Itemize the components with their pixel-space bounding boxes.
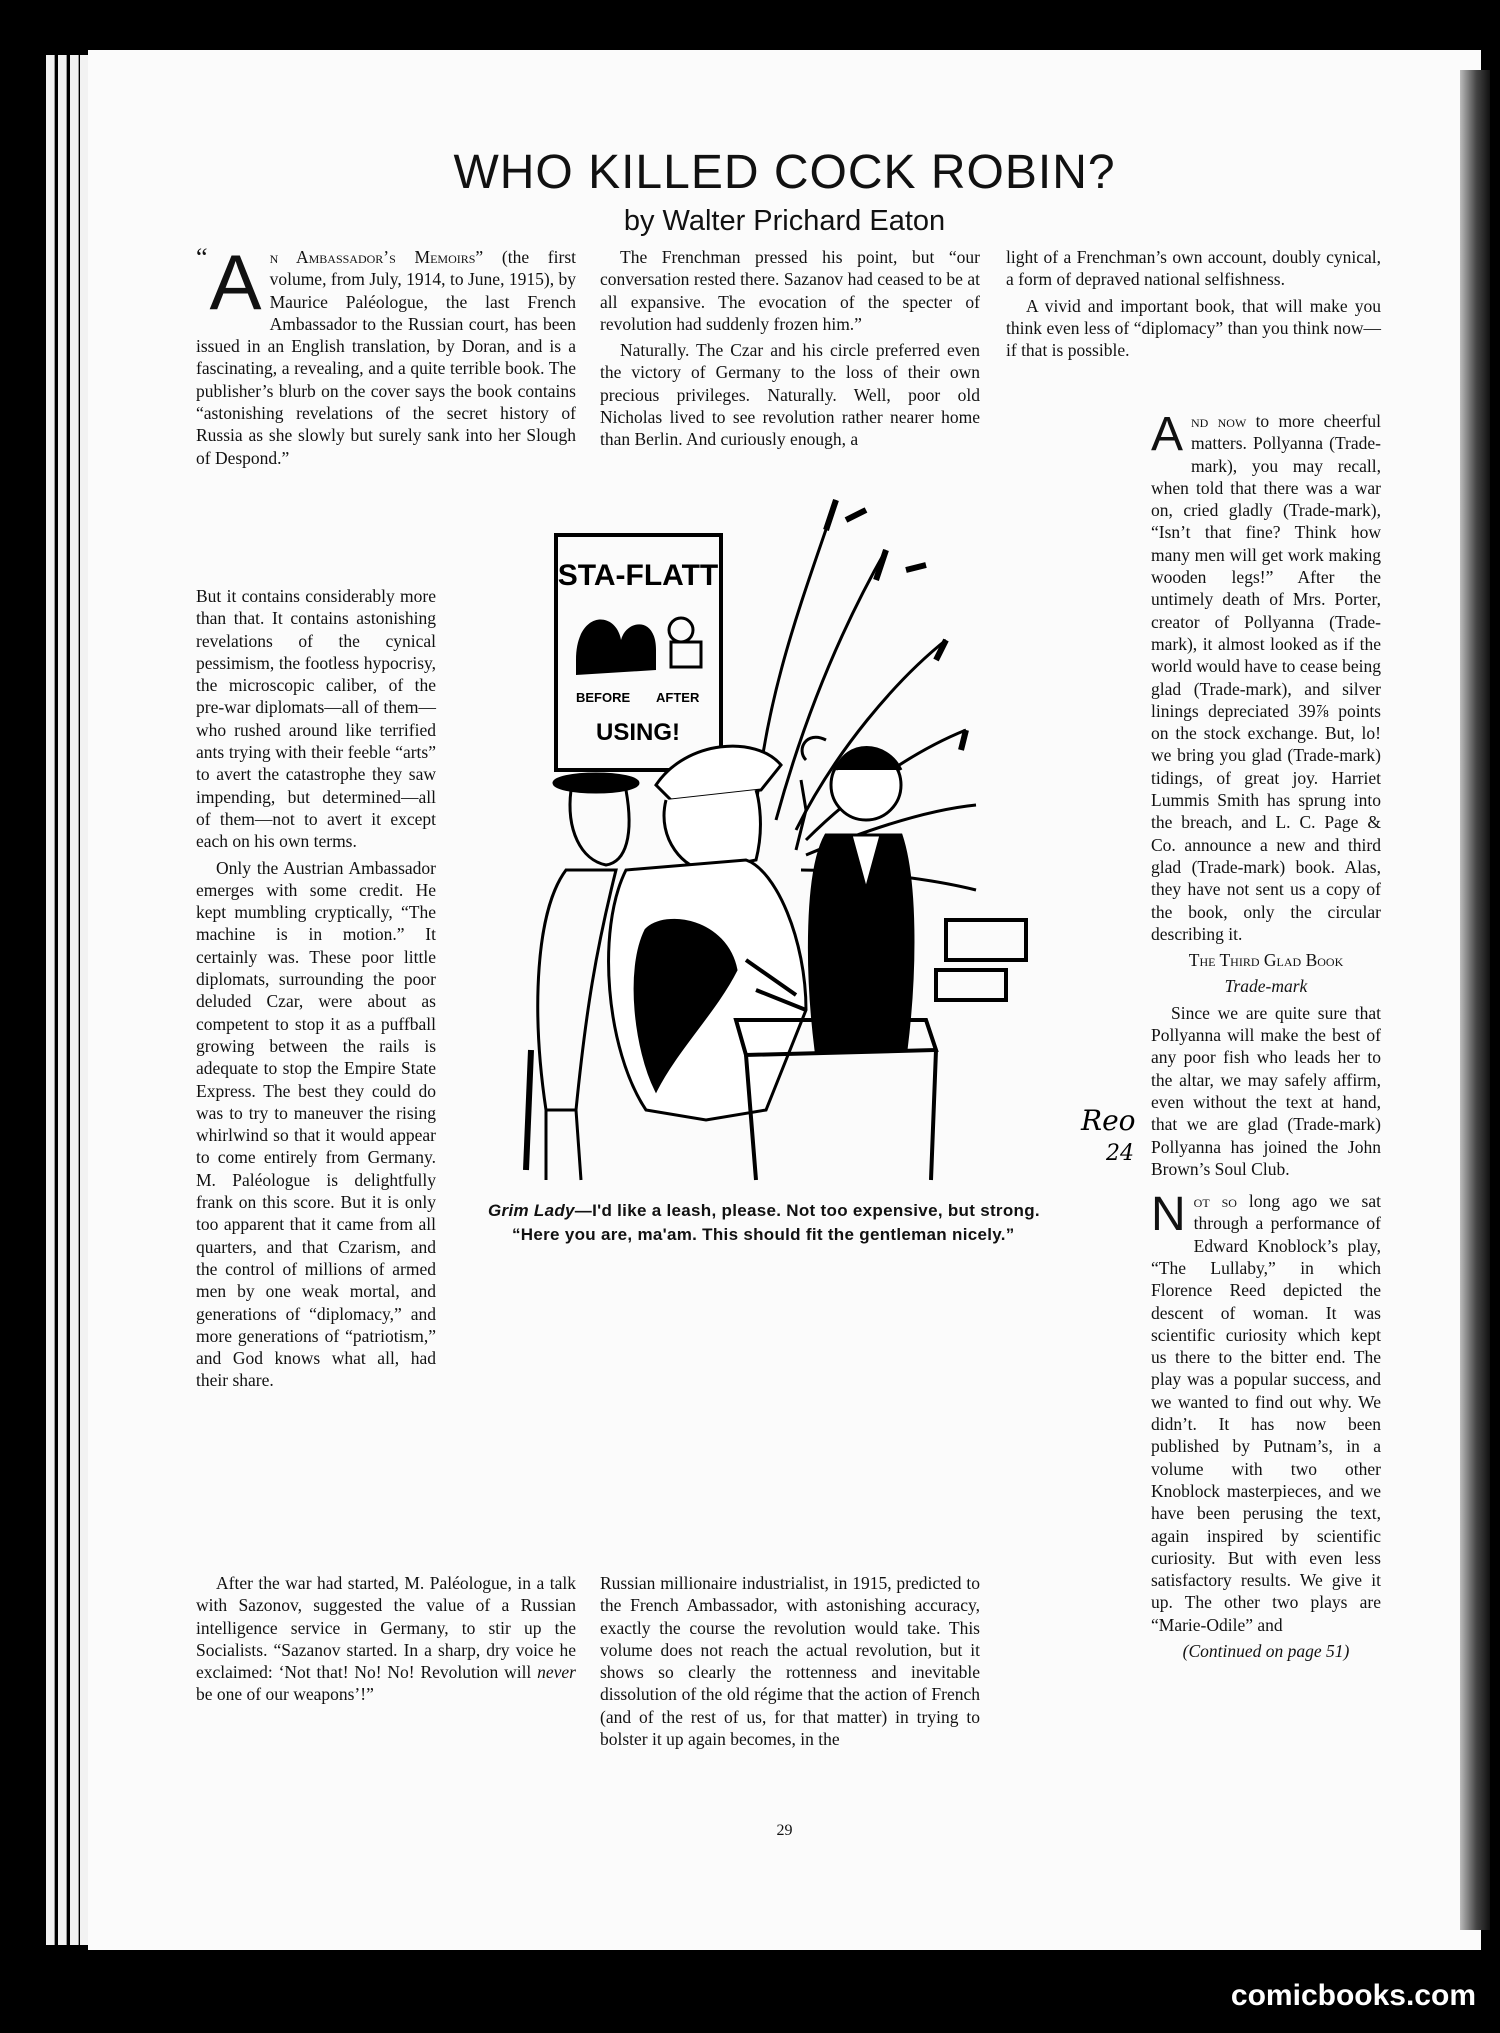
- poster-after: AFTER: [656, 690, 700, 705]
- cartoon-illustration: [506, 490, 1166, 1190]
- continued-note: (Continued on page 51): [1182, 1641, 1350, 1662]
- column-2-bottom: [600, 1572, 980, 1754]
- opening-quote: “: [196, 243, 208, 272]
- paragraph: But it contains considerably more than that. It contains astonishing revelations of the cynical pessimism, the footless hypocrisy, the microscopic caliber, of the pre-war diplomats—all of them—who rushed around like terrified ants trying with their feeble “arts” to avert the catastrophe they saw impending, but determined—all of them—not to avert it except each on his own terms.: [196, 586, 436, 852]
- column-1-bottom: [196, 1572, 576, 1710]
- paragraph: A vivid and important book, that will make you think even less of “diplomacy” than you think now—if that is possible.: [1006, 295, 1381, 361]
- artist-signature: Reo: [1081, 1104, 1136, 1137]
- paragraph: Not so long ago we sat through a performance of Edward Knoblock’s play, “The Lullaby,” in which Florence Reed depicted the descent of woman. It was scientific curiosity which kept us there to the bitter end. The play was a popular success, and we wanted to find out why. We didn’t. It has now been published by Putnam’s, in a volume with two other Knoblock masterpieces, and we have been perusing the text, again inspired by scientific curiosity. But with even less satisfactory results. We give it up. The other two plays are “Marie-Odile” and: [1151, 1188, 1381, 1635]
- caption-speaker: Grim Lady: [488, 1201, 575, 1220]
- column-3: [1006, 246, 1381, 365]
- page-number: 29: [776, 1822, 793, 1839]
- artist-signature-year: 24: [1106, 1141, 1134, 1166]
- poster: [556, 535, 721, 770]
- watermark: comicbooks.com: [1230, 1979, 1476, 2012]
- paragraph: “ A n Ambassador’s Memoirs” (the first volume, from July, 1914, to June, 1915), by Maurice Paléologue, the last French Ambassador to the Russian court, has been issued in an English translation, by Doran, and is a fascinating, a revealing, and a quite terrible book. The publisher’s blurb on the cover says the book contains “astonishing revelations of the secret history of Russia as she slowly but surely sank into her Slough of Despond.”: [196, 238, 576, 468]
- drop-cap: A: [209, 238, 262, 326]
- drop-cap: A: [1151, 408, 1184, 461]
- shop-clerk: [796, 737, 913, 1050]
- paragraph: light of a Frenchman’s own account, doubly cynical, a form of depraved national selfishness.: [1006, 247, 1381, 290]
- column-3-narrow: [1151, 410, 1381, 1666]
- magazine-page: [88, 50, 1481, 1950]
- poster-title: STA-FLATT: [557, 559, 719, 592]
- poster-using: USING!: [596, 719, 680, 746]
- page-edge: [70, 55, 79, 1945]
- feather-plume: [756, 500, 976, 890]
- drop-cap: N: [1151, 1188, 1186, 1242]
- paragraph: After the war had started, M. Paléologue, in a talk with Sazonov, suggested the value of a Russian intelligence service in Germany, to stir up the Socialists. “Sazanov started. In a sharp, dry voice he exclaimed: ‘Not that! No! No! Revolution will never be one of our weapons’!”: [196, 1573, 576, 1705]
- paragraph: And now to more cheerful matters. Pollyanna (Trade-mark), you may recall, when told that there was a war on, cried gladly (Trade-mark), “Isn’t that fine? Think how many men will get work making wooden legs!” After the untimely death of Mrs. Porter, creator of Pollyanna (Trade-mark), it almost looked as if the world would have to cease being glad (Trade-mark), and silver linings depreciated 39⅞ points on the stock exchange. But, lo! we bring you glad (Trade-mark) tidings, of great joy. Harriet Lummis Smith has sprung into the breach, and L. C. Page & Co. announce a new and third glad (Trade-mark) book. Alas, they have not sent us a copy of the book, only the circular describing it.: [1151, 408, 1381, 944]
- page-edge: [46, 55, 55, 1945]
- article-byline: by Walter Prichard Eaton: [623, 205, 946, 237]
- column-2: [600, 246, 980, 455]
- caption-line-2: “Here you are, ma'am. This should fit the gentleman nicely.”: [512, 1225, 1015, 1244]
- paragraph: The Frenchman pressed his point, but “our conversation rested there. Sazanov had ceased to be at all expansive. The evocation of the specter of revolution had suddenly frozen him.”: [600, 247, 980, 334]
- paragraph: Russian millionaire industrialist, in 1915, predicted to the French Ambassador, with astonishing accuracy, exactly the course the revolution would take. This volume does not reach the actual revolution, but it shows so clearly the rottenness and inevitable dissolution of the old régime that the action of French (and of the rest of us, for that matter) in trying to bolster it up again becomes, in the: [600, 1573, 980, 1750]
- grim-lady: [609, 746, 806, 1120]
- poster-before: BEFORE: [576, 690, 631, 705]
- paragraph: Only the Austrian Ambassador emerges with some credit. He kept mumbling cryptically, “The machine is in motion.” It certainly was. These poor little diplomats, surrounding the poor deluded Czar, were about as competent to stop it as a puffball growing between the rails is adequate to stop the Empire State Express. The best they could do was to try to maneuver the rising whirlwind so that it would appear to come entirely from Germany. M. Paléologue is delightfully frank on this score. But it is only too apparent that it came from all quarters, and that Czarism, and the control of millions of armed men by one weak mortal, and generations of “diplomacy,” and more generations of “patriotism,” and God knows what all, had their share.: [196, 857, 436, 1391]
- article-title: WHO KILLED COCK ROBIN?: [453, 146, 1116, 199]
- cartoon-caption: [488, 1200, 1248, 1248]
- book-subtitle: Trade-mark: [1224, 976, 1308, 997]
- page-edge: [58, 55, 67, 1945]
- book-title: The Third Glad Book: [1188, 950, 1344, 971]
- caption-line-1: Grim Lady—I'd like a leash, please. Not too expensive, but strong.: [488, 1201, 1040, 1220]
- column-1-narrow: [196, 585, 436, 1396]
- paragraph: Since we are quite sure that Pollyanna will make the best of any poor fish who leads her to the altar, we may safely affirm, even without the text at hand, that we are glad (Trade-mark) Pollyanna has joined the John Brown’s Soul Club.: [1151, 1002, 1381, 1179]
- column-1: [196, 238, 576, 473]
- paragraph: Naturally. The Czar and his circle preferred even the victory of Germany to the loss of their own precious privileges. Naturally. Well, poor old Nicholas lived to see revolution rather nearer home than Berlin. And curiously enough, a: [600, 340, 980, 450]
- book-binding: [1460, 70, 1490, 1930]
